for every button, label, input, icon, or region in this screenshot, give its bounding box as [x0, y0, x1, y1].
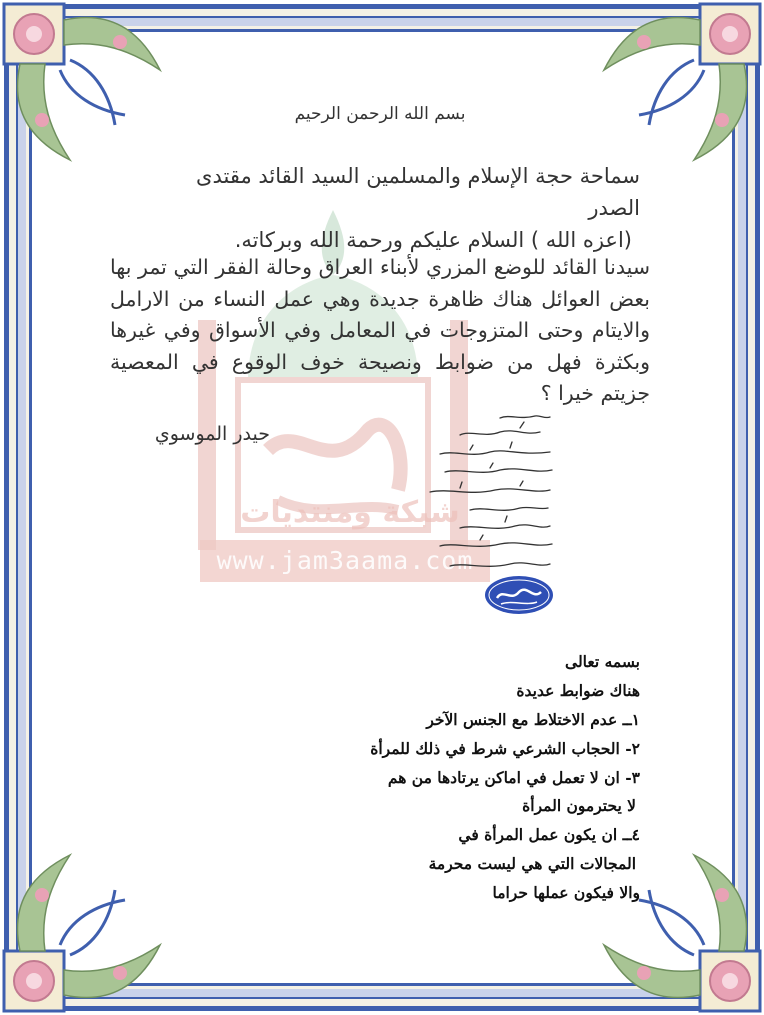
- official-seal: [483, 574, 555, 616]
- watermark-url: www.jam3aama.com: [200, 540, 490, 582]
- salutation-line-1: سماحة حجة الإسلام والمسلمين السيد القائد مقتدى الصدر: [196, 164, 640, 220]
- letter-question: سيدنا القائد للوضع المزري لأبناء العراق وحالة الفقر التي تمر بها بعض العوائل هناك ظاهرة جديدة وهي عمل النساء من الارامل والايتام وحتى المتزوجات في المعامل وفي الأسواق وفي غيرها وبكثرة فهل من ضوابط ونصيحة خوف الوقوع في المعصية جزيتم خيرا ؟: [110, 255, 650, 405]
- letter-signature: حيدر الموسوي: [154, 423, 270, 445]
- reply-line-8: المجالات التي هي ليست محرمة: [428, 854, 636, 874]
- reply-line-3: ١ــ عدم الاختلاط مع الجنس الآخر: [426, 709, 640, 729]
- reply-line-1: بسمه تعالى: [565, 652, 640, 671]
- reply-line-2: هناك ضوابط عديدة: [516, 680, 640, 700]
- reply-line-5: ٣- ان لا تعمل في اماكن يرتادها من هم: [387, 767, 640, 787]
- reply-line-9: والا فيكون عملها حراما: [492, 883, 640, 903]
- watermark-tagline: شبكة ومنتديات: [240, 495, 460, 530]
- corner-ornament-top-left: [0, 0, 170, 170]
- reply-line-6: لا يحترمون المرأة: [522, 796, 636, 816]
- corner-ornament-top-right: [594, 0, 764, 170]
- reply-line-7: ٤ــ ان يكون عمل المرأة في: [458, 825, 640, 845]
- handwritten-reply-image: [400, 410, 560, 580]
- letter-basmala: بسم الله الرحمن الرحيم: [294, 104, 466, 124]
- reply-line-4: ٢- الحجاب الشرعي شرط في ذلك للمرأة: [370, 738, 640, 758]
- letter-salutation: [140, 160, 640, 256]
- reply-transcription: [330, 648, 640, 908]
- salutation-line-2: (اعزه الله ) السلام عليكم ورحمة الله وبركاته.: [234, 228, 632, 252]
- corner-ornament-bottom-left: [0, 845, 170, 1015]
